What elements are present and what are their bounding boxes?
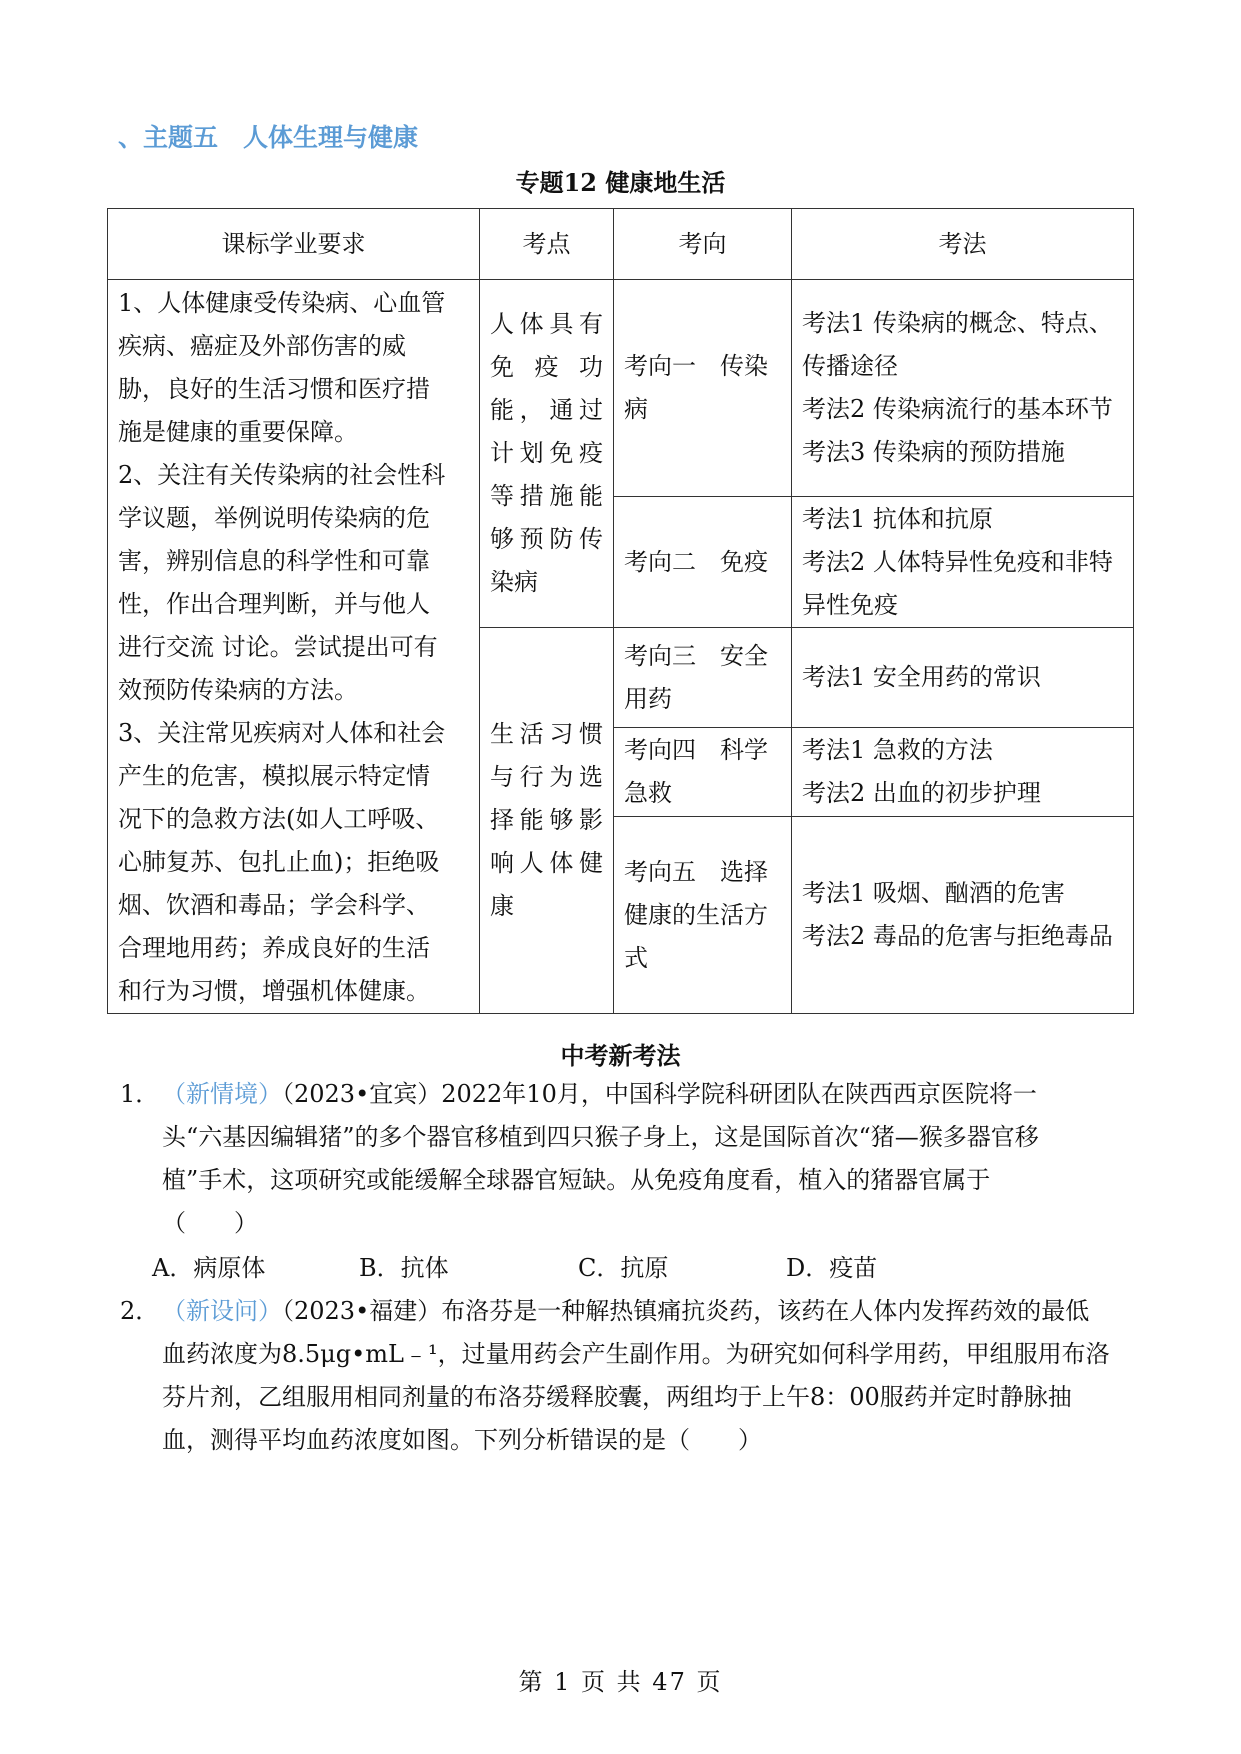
question-number: 1． [120, 1080, 160, 1108]
question-2 [120, 1290, 1130, 1462]
method-line: 考法1 吸烟、酗酒的危害 [802, 879, 1065, 907]
option-a[interactable]: A．病原体 [152, 1254, 266, 1282]
requirement-line: 害，辨别信息的科学性和可靠 [118, 547, 430, 575]
method-cell [792, 497, 1134, 628]
requirement-line: 心肺复苏、包扎止血)；拒绝吸 [118, 848, 440, 876]
point-cell-lifestyle: 生活习惯与行为选择能够影响人体健康 [480, 628, 614, 1014]
question-text: （2023•福建）布洛芬是一种解热镇痛抗炎药，该药在人体内发挥药效的最低 [282, 1297, 1090, 1325]
requirement-line: 疾病、癌症及外部伤害的威 [118, 332, 406, 360]
direction-cell: 考向四 科学急救 [614, 728, 792, 817]
method-line: 考法2 传染病流行的基本环节 [802, 395, 1113, 423]
exam-section-title: 中考新考法 [560, 1041, 681, 1070]
method-cell [792, 817, 1134, 1014]
question-tag: （新设问） [162, 1297, 282, 1325]
table-row [108, 280, 1134, 497]
requirement-line: 进行交流 讨论。尝试提出可有 [118, 633, 438, 661]
requirement-line: 1、人体健康受传染病、心血管 [118, 289, 446, 317]
requirement-line: 2、关注有关传染病的社会性科 [118, 461, 446, 489]
question-text: （ ） [162, 1209, 258, 1237]
theme-title: 、主题五 人体生理与健康 [118, 123, 419, 152]
question-number: 2． [120, 1297, 160, 1325]
requirement-line: 学议题，举例说明传染病的危 [118, 504, 430, 532]
question-2-first-line [120, 1290, 1130, 1333]
direction-cell: 考向三 安全用药 [614, 628, 792, 728]
question-tag: （新情境） [162, 1080, 282, 1108]
header-point: 考点 [480, 209, 614, 280]
question-1 [120, 1073, 1130, 1245]
method-cell [792, 280, 1134, 497]
requirement-line: 和行为习惯，增强机体健康。 [118, 977, 430, 1005]
question-text: 血药浓度为8.5μg•mL﹣¹，过量用药会产生副作用。为研究如何科学用药，甲组服用布洛 [162, 1340, 1110, 1368]
question-text: （2023•宜宾）2022年10月，中国科学院科研团队在陕西西京医院将一 [282, 1080, 1037, 1108]
requirement-line: 效预防传染病的方法。 [118, 676, 358, 704]
requirement-line: 况下的急救方法(如人工呼吸、 [118, 805, 440, 833]
question-1-first-line [120, 1073, 1130, 1116]
direction-cell: 考向二 免疫 [614, 497, 792, 628]
question-text: 头“六基因编辑猪”的多个器官移植到四只猴子身上，这是国际首次“猪—猴多器官移 [162, 1123, 1039, 1151]
point-cell-immunity: 人体具有免疫功能，通过计划免疫等措施能够预防传染病 [480, 280, 614, 628]
method-line: 考法1 急救的方法 [802, 736, 993, 764]
method-line: 考法3 传染病的预防措施 [802, 438, 1065, 466]
header-method: 考法 [792, 209, 1134, 280]
header-direction: 考向 [614, 209, 792, 280]
method-line: 考法1 安全用药的常识 [802, 663, 1041, 691]
requirement-line: 烟、饮酒和毒品；学会科学、 [118, 891, 430, 919]
method-line: 考法1 抗体和抗原 [802, 504, 993, 533]
method-cell [792, 628, 1134, 728]
requirement-line: 胁，良好的生活习惯和医疗措 [118, 375, 430, 403]
question-1-options [152, 1247, 877, 1290]
question-text: 血，测得平均血药浓度如图。下列分析错误的是（ ） [162, 1426, 762, 1454]
requirement-line: 产生的危害，模拟展示特定情 [118, 762, 430, 790]
requirement-cell [108, 280, 480, 1014]
option-b[interactable]: B．抗体 [359, 1254, 449, 1282]
method-line: 考法2 毒品的危害与拒绝毒品 [802, 922, 1113, 950]
method-line: 考法2 出血的初步护理 [802, 779, 1041, 807]
direction-cell: 考向一 传染病 [614, 280, 792, 497]
table-header-row [108, 209, 1134, 280]
method-line: 考法1 传染病的概念、特点、传播途径 [802, 309, 1113, 380]
header-requirement: 课标学业要求 [108, 209, 480, 280]
question-text: 植”手术，这项研究或能缓解全球器官短缺。从免疫角度看，植入的猪器官属于 [162, 1166, 991, 1194]
question-text: 芬片剂，乙组服用相同剂量的布洛芬缓释胶囊，两组均于上午8：00服药并定时静脉抽 [162, 1383, 1072, 1411]
method-line: 考法2 人体特异性免疫和非特异性免疫 [802, 547, 1113, 619]
requirement-line: 施是健康的重要保障。 [118, 418, 358, 446]
option-d[interactable]: D．疫苗 [786, 1254, 878, 1282]
method-cell [792, 728, 1134, 817]
requirement-line: 性，作出合理判断，并与他人 [118, 590, 430, 618]
topic-title: 专题12 健康地生活 [515, 168, 726, 197]
direction-cell: 考向五 选择健康的生活方式 [614, 817, 792, 1014]
syllabus-table [107, 208, 1134, 1014]
requirement-line: 合理地用药；养成良好的生活 [118, 934, 430, 962]
option-c[interactable]: C．抗原 [578, 1254, 669, 1282]
page-footer: 第 1 页 共 47 页 [518, 1668, 723, 1696]
requirement-line: 3、关注常见疾病对人体和社会 [118, 719, 446, 747]
